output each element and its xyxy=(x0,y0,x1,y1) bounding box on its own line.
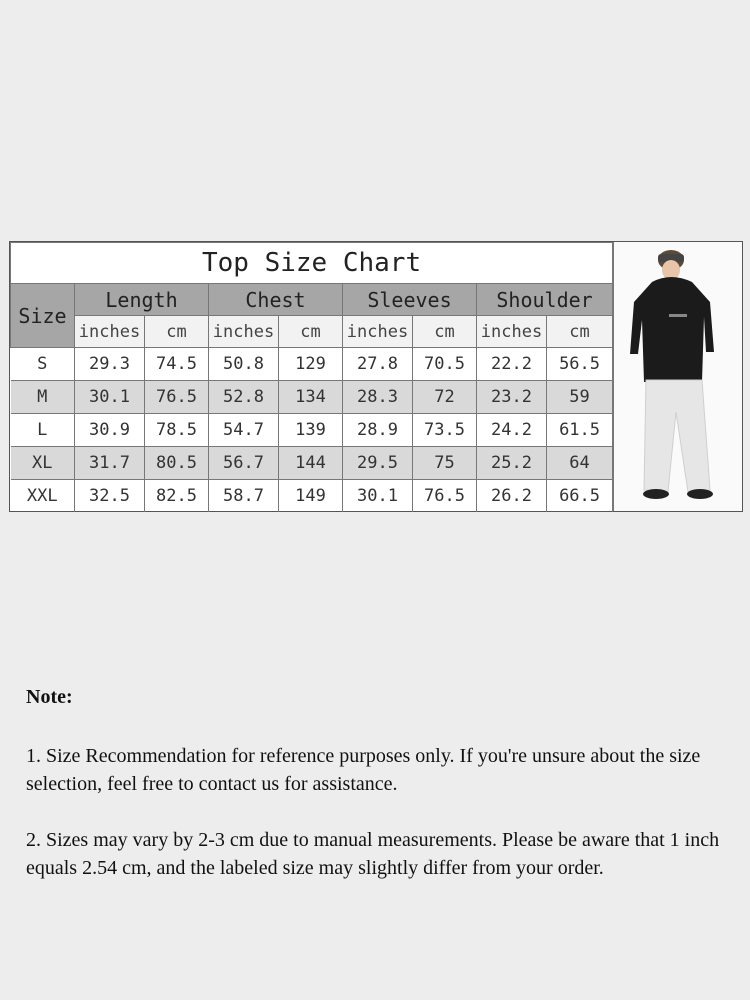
note-title: Note: xyxy=(26,686,73,708)
value-cell: 24.2 xyxy=(477,414,547,447)
unit-header-sleeves-cm: cm xyxy=(413,316,477,348)
value-cell: 75 xyxy=(413,447,477,480)
value-cell: 29.3 xyxy=(75,348,145,381)
note-item-1: 1. Size Recommendation for reference purposes only. If you're unsure about the size selection, feel free to contact us for assistance. xyxy=(26,745,701,795)
unit-header-chest-inches: inches xyxy=(209,316,279,348)
value-cell: 22.2 xyxy=(477,348,547,381)
group-header-sleeves: Sleeves xyxy=(343,284,477,316)
value-cell: 76.5 xyxy=(145,381,209,414)
unit-header-sleeves-inches: inches xyxy=(343,316,413,348)
value-cell: 76.5 xyxy=(413,480,477,513)
group-header-chest: Chest xyxy=(209,284,343,316)
value-cell: 56.7 xyxy=(209,447,279,480)
size-cell: S xyxy=(11,348,75,381)
value-cell: 74.5 xyxy=(145,348,209,381)
value-cell: 30.1 xyxy=(343,480,413,513)
note-item-2: 2. Sizes may vary by 2-3 cm due to manual measurements. Please be aware that 1 inch equals 2.54 cm, and the labeled size may slightly differ from your order. xyxy=(26,829,720,879)
size-chart xyxy=(9,241,743,512)
value-cell: 73.5 xyxy=(413,414,477,447)
chart-title: Top Size Chart xyxy=(11,243,613,284)
value-cell: 78.5 xyxy=(145,414,209,447)
value-cell: 23.2 xyxy=(477,381,547,414)
size-table xyxy=(10,242,613,512)
value-cell: 82.5 xyxy=(145,480,209,513)
value-cell: 58.7 xyxy=(209,480,279,513)
table-row xyxy=(11,381,613,414)
value-cell: 30.9 xyxy=(75,414,145,447)
value-cell: 129 xyxy=(279,348,343,381)
group-header-length: Length xyxy=(75,284,209,316)
value-cell: 54.7 xyxy=(209,414,279,447)
table-row xyxy=(11,480,613,513)
value-cell: 27.8 xyxy=(343,348,413,381)
value-cell: 30.1 xyxy=(75,381,145,414)
value-cell: 139 xyxy=(279,414,343,447)
value-cell: 80.5 xyxy=(145,447,209,480)
value-cell: 28.3 xyxy=(343,381,413,414)
value-cell: 144 xyxy=(279,447,343,480)
value-cell: 28.9 xyxy=(343,414,413,447)
value-cell: 61.5 xyxy=(547,414,613,447)
value-cell: 32.5 xyxy=(75,480,145,513)
size-cell: XL xyxy=(11,447,75,480)
model-photo xyxy=(613,242,742,511)
value-cell: 72 xyxy=(413,381,477,414)
value-cell: 59 xyxy=(547,381,613,414)
size-cell: L xyxy=(11,414,75,447)
value-cell: 66.5 xyxy=(547,480,613,513)
size-column-header: Size xyxy=(11,284,75,348)
unit-header-length-inches: inches xyxy=(75,316,145,348)
table-row xyxy=(11,348,613,381)
group-header-shoulder: Shoulder xyxy=(477,284,613,316)
value-cell: 29.5 xyxy=(343,447,413,480)
value-cell: 26.2 xyxy=(477,480,547,513)
value-cell: 64 xyxy=(547,447,613,480)
table-row xyxy=(11,414,613,447)
value-cell: 31.7 xyxy=(75,447,145,480)
value-cell: 149 xyxy=(279,480,343,513)
table-row xyxy=(11,447,613,480)
unit-header-shoulder-inches: inches xyxy=(477,316,547,348)
unit-header-length-cm: cm xyxy=(145,316,209,348)
value-cell: 50.8 xyxy=(209,348,279,381)
size-cell: XXL xyxy=(11,480,75,513)
value-cell: 52.8 xyxy=(209,381,279,414)
value-cell: 25.2 xyxy=(477,447,547,480)
value-cell: 56.5 xyxy=(547,348,613,381)
value-cell: 134 xyxy=(279,381,343,414)
unit-header-shoulder-cm: cm xyxy=(547,316,613,348)
unit-header-chest-cm: cm xyxy=(279,316,343,348)
value-cell: 70.5 xyxy=(413,348,477,381)
size-cell: M xyxy=(11,381,75,414)
